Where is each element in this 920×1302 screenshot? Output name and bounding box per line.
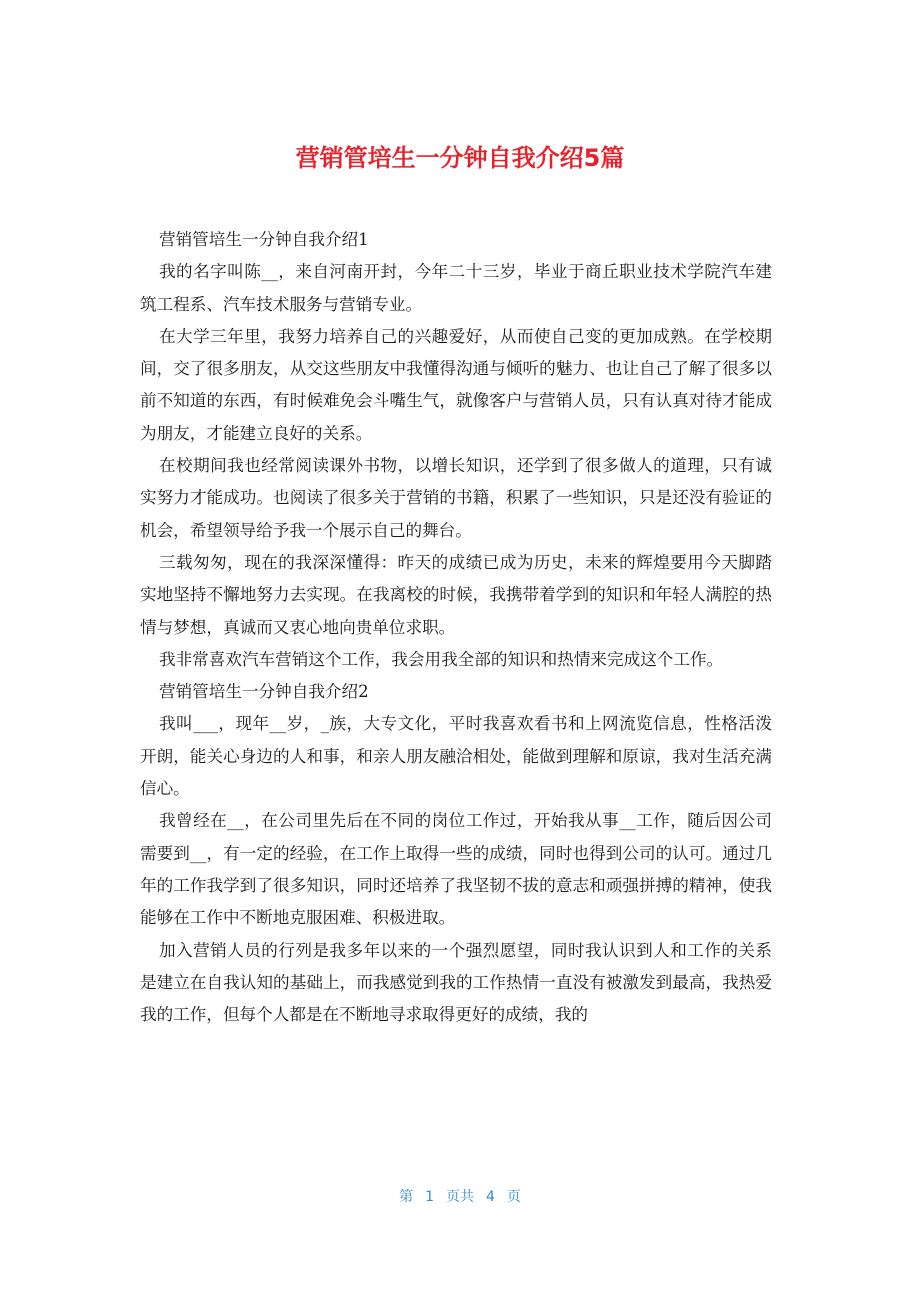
paragraph: 我非常喜欢汽车营销这个工作，我会用我全部的知识和热情来完成这个工作。 bbox=[159, 649, 724, 669]
paragraph: 我的名字叫陈__，来自河南开封，今年二十三岁，毕业于商丘职业技术学院汽车建筑工程系、汽车技术服务与营销专业。 bbox=[140, 262, 772, 314]
footer-current-page: 1 bbox=[425, 1189, 434, 1205]
paragraph: 我叫___，现年__岁，_族，大专文化，平时我喜欢看书和上网流览信息，性格活泼开朗，能关心身边的人和事，和亲人朋友融洽相处，能做到理解和原谅，我对生活充满信心。 bbox=[140, 714, 772, 799]
paragraph: 我曾经在__，在公司里先后在不同的岗位工作过，开始我从事__工作，随后因公司需要到__，有一定的经验，在工作上取得一些的成绩，同时也得到公司的认可。通过几年的工作我学到了很多知识，同时还培养了我坚韧不拔的意志和顽强拼搏的精神，使我能够在工作中不断地克服困难、积极进取。 bbox=[140, 811, 772, 928]
paragraph: 在校期间我也经常阅读课外书物，以增长知识，还学到了很多做人的道理，只有诚实努力才能成功。也阅读了很多关于营销的书籍，积累了一些知识，只是还没有验证的机会，希望领导给予我一个展示自己的舞台。 bbox=[140, 456, 772, 540]
footer-total-pages: 4 bbox=[486, 1189, 495, 1205]
document-title: 营销管培生一分钟自我介绍5篇 bbox=[295, 144, 625, 172]
footer-page-suffix: 页 bbox=[506, 1189, 521, 1205]
section-heading: 营销管培生一分钟自我介绍2 bbox=[159, 682, 369, 702]
footer-page-label: 第 bbox=[399, 1189, 414, 1205]
paragraph: 加入营销人员的行列是我多年以来的一个强烈愿望，同时我认识到人和工作的关系是建立在自我认知的基础上，而我感觉到我的工作热情一直没有被激发到最高，我热爱我的工作，但每个人都是在不断地寻求取得更好的成绩，我的 bbox=[140, 940, 772, 1025]
paragraph: 在大学三年里，我努力培养自己的兴趣爱好，从而使自己变的更加成熟。在学校期间，交了很多朋友，从交这些朋友中我懂得沟通与倾听的魅力、也让自己了解了很多以前不知道的东西，有时候难免会斗嘴生气，就像客户与营销人员，只有认真对待才能成为朋友，才能建立良好的关系。 bbox=[140, 326, 772, 443]
footer-page-of: 页共 bbox=[446, 1189, 474, 1205]
section-heading: 营销管培生一分钟自我介绍1 bbox=[159, 230, 369, 249]
paragraph: 三载匆匆，现在的我深深懂得：昨天的成绩已成为历史，未来的辉煌要用今天脚踏实地坚持不懈地努力去实现。在我离校的时候，我携带着学到的知识和年轻人满腔的热情与梦想，真诚而又衷心地向贵单位求职。 bbox=[140, 552, 772, 637]
page-footer bbox=[0, 1186, 920, 1206]
document-body bbox=[140, 224, 772, 1031]
